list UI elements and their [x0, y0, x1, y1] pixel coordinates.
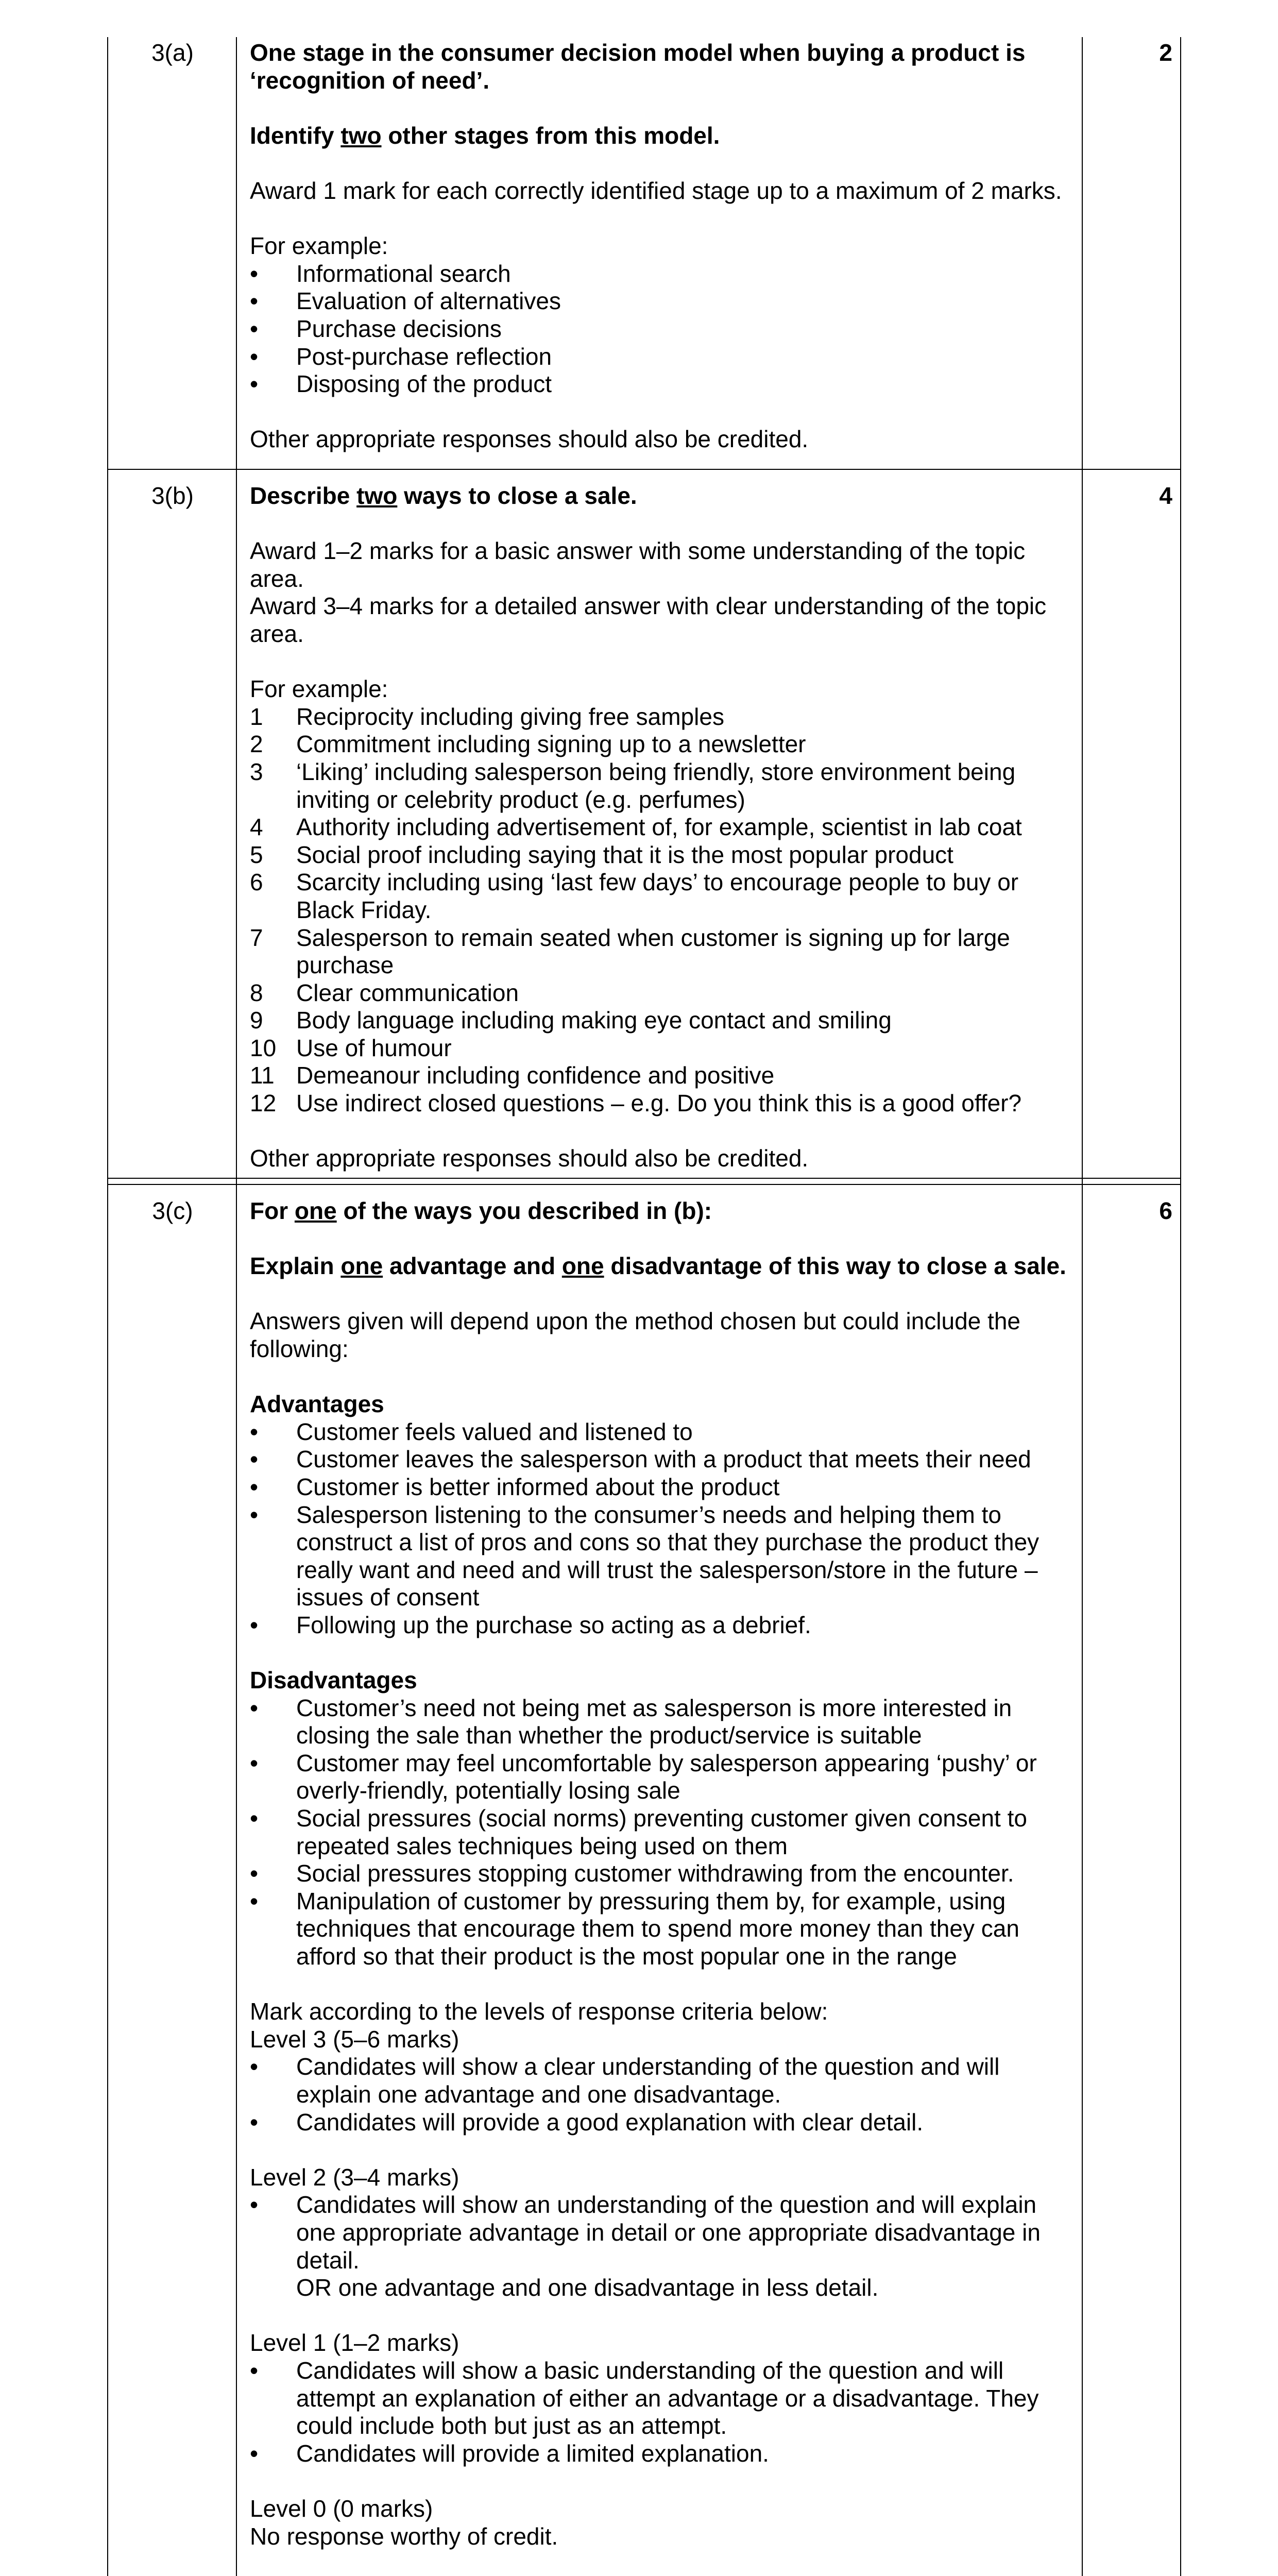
other-responses-note: Other appropriate responses should also be credited. [250, 1145, 809, 1172]
question-3c-intro [250, 1197, 1074, 1225]
list-item [250, 1007, 1074, 1035]
list-item-text: Candidates will show a clear understanding of the question and will explain one advantage and one disadvantage. [296, 2053, 1000, 2108]
list-item-text: Salesperson to remain seated when customer is signing up for large purchase [296, 924, 1010, 979]
item-number: 5 [250, 841, 263, 868]
disadvantages-heading: Disadvantages [250, 1667, 417, 1694]
item-number: 10 [250, 1034, 277, 1061]
bullet-icon: • [250, 287, 259, 315]
question-number-3b: 3(b) [151, 482, 194, 509]
list-item-text: Purchase decisions [296, 315, 502, 342]
question-3b-task [250, 482, 1074, 510]
list-item [250, 758, 1074, 814]
list-item [250, 287, 1074, 315]
question-number-3c: 3(c) [152, 1197, 193, 1224]
marks-3c: 6 [1159, 1197, 1172, 1224]
row-3a-content [250, 39, 1074, 453]
list-item-text: Post-purchase reflection [296, 343, 552, 370]
table-divider-content-marks [1082, 37, 1083, 2576]
list-item [250, 315, 1074, 343]
list-item-text: ‘Liking’ including salesperson being friendly, store environment being inviting or celebrity product (e.g. perfumes) [296, 758, 1016, 813]
q-text: of the ways you described in (b): [336, 1197, 712, 1224]
list-item [250, 841, 1074, 869]
item-number: 9 [250, 1007, 263, 1034]
list-item [250, 1860, 1074, 1888]
list-item [250, 924, 1074, 979]
list-item-text: Reciprocity including giving free samples [296, 703, 724, 730]
list-item [250, 343, 1074, 371]
list-item [250, 1473, 1074, 1501]
table-border-left [107, 37, 108, 2576]
list-item-text: Evaluation of alternatives [296, 287, 561, 315]
bullet-icon: • [250, 1887, 259, 1914]
list-item [250, 1446, 1074, 1473]
list-item-text: Social pressures (social norms) preventing customer given consent to repeated sales techniques being used on them [296, 1805, 1027, 1859]
item-number: 4 [250, 814, 263, 841]
question-3c-task [250, 1252, 1074, 1280]
list-item [250, 1805, 1074, 1860]
item-number: 8 [250, 979, 263, 1006]
level-1-heading: Level 1 (1–2 marks) [250, 2329, 459, 2357]
bullet-icon: • [250, 343, 259, 370]
q-text: other stages from this model. [381, 122, 720, 149]
advantages-heading: Advantages [250, 1391, 384, 1418]
bullet-icon: • [250, 260, 259, 287]
list-item [250, 1062, 1074, 1090]
for-example-label: For example: [250, 232, 388, 260]
bullet-icon: • [250, 1473, 259, 1500]
item-number: 1 [250, 703, 263, 730]
list-item-text: Scarcity including using ‘last few days’ to encourage people to buy or Black Friday. [296, 869, 1019, 923]
bullet-icon: • [250, 1418, 259, 1445]
list-item-text: Customer is better informed about the product [296, 1473, 780, 1500]
bullet-icon: • [250, 370, 259, 398]
marks-3a: 2 [1159, 39, 1172, 66]
item-number: 2 [250, 731, 263, 758]
bullet-icon: • [250, 2053, 259, 2080]
bullet-icon: • [250, 1611, 259, 1638]
list-item [250, 370, 1074, 398]
list-item-text: Customer may feel uncomfortable by salesperson appearing ‘pushy’ or overly-friendly, potentially losing sale [296, 1749, 1037, 1804]
list-item [250, 703, 1074, 731]
list-item [250, 1418, 1074, 1446]
q-text: advantage and [383, 1252, 562, 1280]
list-item [250, 260, 1074, 288]
bullet-icon: • [250, 1501, 259, 1528]
list-item-text: Social pressures stopping customer withdrawing from the encounter. [296, 1860, 1014, 1887]
list-item [250, 2109, 1074, 2137]
for-example-label: For example: [250, 675, 388, 703]
mark-according-note: Mark according to the levels of response criteria below: [250, 1998, 828, 2025]
award-guidance-detailed: Award 3–4 marks for a detailed answer with clear understanding of the topic area. [250, 592, 1047, 647]
answers-intro: Answers given will depend upon the method chosen but could include the following: [250, 1308, 1020, 1362]
disadvantages-list [250, 1694, 1074, 1971]
list-item-text: Social proof including saying that it is the most popular product [296, 841, 953, 868]
ways-to-close-list [250, 703, 1074, 1117]
level-2-list [250, 2191, 1074, 2301]
list-item-text: Candidates will provide a limited explanation. [296, 2439, 769, 2467]
list-item [250, 1090, 1074, 1117]
list-item-text: Disposing of the product [296, 370, 552, 398]
list-item-text: Commitment including signing up to a newsletter [296, 731, 806, 758]
list-item [250, 2191, 1074, 2301]
bullet-icon: • [250, 1446, 259, 1473]
level-2-heading: Level 2 (3–4 marks) [250, 2163, 459, 2191]
list-item [250, 2440, 1074, 2468]
question-number-3a: 3(a) [151, 39, 194, 66]
list-item [250, 1694, 1074, 1750]
row-divider-a-b [107, 469, 1181, 470]
list-item [250, 2357, 1074, 2440]
list-item-text: Authority including advertisement of, for example, scientist in lab coat [296, 814, 1022, 841]
advantages-list [250, 1418, 1074, 1639]
q-text: Describe [250, 482, 357, 509]
item-number: 3 [250, 758, 263, 785]
stages-list [250, 260, 1074, 398]
bullet-icon: • [250, 2191, 259, 2218]
list-item-text: Use indirect closed questions – e.g. Do you think this is a good offer? [296, 1090, 1022, 1117]
list-item [250, 1035, 1074, 1062]
list-item-alt-text: OR one advantage and one disadvantage in less detail. [296, 2274, 879, 2301]
list-item [250, 731, 1074, 758]
list-item [250, 1612, 1074, 1639]
row-3b-content [250, 482, 1074, 1173]
list-item-text: Informational search [296, 260, 511, 287]
level-1-list [250, 2357, 1074, 2467]
row-divider-b-c-top [107, 1178, 1181, 1179]
item-number: 7 [250, 924, 263, 951]
q-emphasis: one [340, 1252, 383, 1280]
list-item [250, 1750, 1074, 1805]
row-3c-content [250, 1197, 1074, 2576]
level-3-heading: Level 3 (5–6 marks) [250, 2025, 459, 2053]
list-item-text: Body language including making eye contact and smiling [296, 1007, 892, 1034]
table-divider-question-content [236, 37, 237, 2576]
bullet-icon: • [250, 2439, 259, 2467]
marks-3b: 4 [1159, 482, 1172, 509]
list-item-text: Customer’s need not being met as salesperson is more interested in closing the sale than whether the product/service is suitable [296, 1694, 1012, 1749]
list-item-text: Customer leaves the salesperson with a product that meets their need [296, 1446, 1031, 1473]
list-item [250, 1501, 1074, 1612]
q-emphasis: two [356, 482, 398, 509]
list-item-text: Clear communication [296, 979, 519, 1006]
other-responses-note: Other appropriate responses should also be credited. [250, 426, 809, 453]
list-item-text: Manipulation of customer by pressuring them by, for example, using techniques that encourage them to spend more money than they can afford so that their product is the most popular one in the range [296, 1887, 1019, 1970]
level-0-heading: Level 0 (0 marks) [250, 2495, 433, 2522]
bullet-icon: • [250, 1749, 259, 1776]
q-emphasis: one [561, 1252, 604, 1280]
question-3a-task [250, 122, 1074, 150]
list-item [250, 979, 1074, 1007]
q-text: Identify [250, 122, 341, 149]
list-item-text: Following up the purchase so acting as a debrief. [296, 1611, 811, 1638]
list-item-text: Salesperson listening to the consumer’s needs and helping them to construct a list of pros and cons so that they purchase the product they really want and need and will trust the salesperson/store in the future – issues of consent [296, 1501, 1040, 1611]
bullet-icon: • [250, 1805, 259, 1832]
q-text: disadvantage of this way to close a sale. [604, 1252, 1066, 1280]
q-emphasis: one [294, 1197, 337, 1224]
question-3a-stem: One stage in the consumer decision model when buying a product is ‘recognition of need’. [250, 39, 1026, 94]
item-number: 12 [250, 1090, 277, 1117]
q-emphasis: two [340, 122, 382, 149]
bullet-icon: • [250, 1694, 259, 1721]
list-item-text: Candidates will provide a good explanation with clear detail. [296, 2108, 924, 2136]
table-border-right [1180, 37, 1181, 2576]
bullet-icon: • [250, 1860, 259, 1887]
list-item [250, 814, 1074, 841]
list-item [250, 1888, 1074, 1971]
q-text: ways to close a sale. [397, 482, 637, 509]
level-0-text: No response worthy of credit. [250, 2522, 558, 2550]
bullet-icon: • [250, 315, 259, 342]
list-item-text: Candidates will show a basic understanding of the question and will attempt an explanation of either an advantage or a disadvantage. They could include both but just as an attempt. [296, 2357, 1039, 2439]
bullet-icon: • [250, 2357, 259, 2384]
list-item-text: Demeanour including confidence and positive [296, 1062, 775, 1089]
row-divider-b-c-bottom [107, 1184, 1181, 1185]
q-text: For [250, 1197, 295, 1224]
list-item-text: Use of humour [296, 1034, 452, 1061]
award-guidance: Award 1 mark for each correctly identified stage up to a maximum of 2 marks. [250, 177, 1062, 204]
award-guidance-basic: Award 1–2 marks for a basic answer with some understanding of the topic area. [250, 537, 1026, 592]
item-number: 6 [250, 869, 263, 896]
list-item [250, 2053, 1074, 2108]
level-3-list [250, 2053, 1074, 2136]
q-text: Explain [250, 1252, 341, 1280]
item-number: 11 [250, 1062, 275, 1089]
bullet-icon: • [250, 2108, 259, 2136]
list-item-text: Customer feels valued and listened to [296, 1418, 693, 1445]
list-item [250, 869, 1074, 924]
list-item-text: Candidates will show an understanding of the question and will explain one appropriate advantage in detail or one appropriate disadvantage in detail. [296, 2191, 1041, 2274]
